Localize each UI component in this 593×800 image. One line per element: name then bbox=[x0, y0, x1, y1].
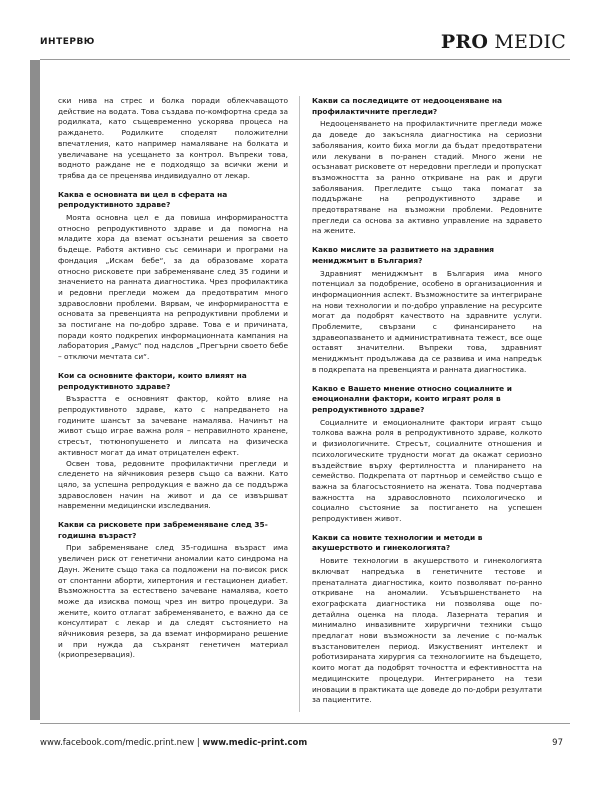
answer-paragraph: Социалните и емоционалните фактори играят също толкова важна роля в репродуктивното здраве, колкото и физиологичните. Стресът, социалните отношения и психологическите трудности могат да окажат сериозно въздействие върху фертилността и планирането на семейство. Подкрепата от партньор и семейство също е важна за благосъстоянието на жената. Това подчертава важността на здравословното психологическо и социално състояние за постигането на успешен репродуктивен живот. bbox=[312, 417, 542, 524]
answer-paragraph: Възрастта е основният фактор, който влияе на репродуктивното здраве, като с напредването на годините шансът за зачеване намалява. Начинът на живот също играе важна роля – неправилното хранене, стресът, тютюнопушенето и липсата на физическа активност могат да имат отрицателен ефект. bbox=[58, 394, 288, 457]
question-heading: Какво мислите за развитието на здравния мениджмънт в България? bbox=[312, 245, 495, 265]
question-heading: Каква е основната ви цел в сферата на репродуктивното здраве? bbox=[58, 189, 228, 210]
question-heading: Какви са рисковете при забременяване след 35-годишна възраст? bbox=[58, 520, 268, 540]
question-heading: Кои са основните фактори, които влияят на репродуктивното здраве? bbox=[58, 370, 247, 391]
answer-paragraph: При забременяване след 35-годишна възраст има увеличен риск от генетични аномалии като синдрома на Даун. Жените също така са подложени на по-висок риск от спонтанни аборти, хипертония и гестационен диабет. Възможността за естествено зачеване намалява, което може да изисква помощ чрез ин витро процедури. За жените, които отлагат забременяването, е важно да се консултират с лекар и да следят състоянието на яйчниковия резерв, за да вземат информирано решение и при нужда да съхранят генетичен материал (криопрезервация). bbox=[58, 543, 288, 660]
article-body bbox=[58, 96, 548, 716]
section-label: ИНТЕРВЮ bbox=[40, 37, 95, 47]
question-heading: Какви са последиците от недооценяване на профилактичните прегледи? bbox=[312, 96, 503, 116]
answer-paragraph: Освен това, редовните профилактични прегледи и следенето на яйчниковия резерв също са важни. Като цяло, за успешна репродукция е важно да се поддържа здравословен начин на живот и да се извършват навременни медицински изследвания. bbox=[58, 458, 288, 511]
left-column bbox=[58, 96, 288, 661]
logo-medic: MEDIC bbox=[494, 31, 566, 53]
right-column bbox=[312, 96, 542, 706]
answer-paragraph: Здравният мениджмънт в България има много потенциал за подобрение, особено в организационния и информационния аспект. Възможностите за интегриране на нови технологии и по-добро управление на ресурсите могат да подобрят качеството на здравните услуги. Проблемите, свързани с финансирането на здравеопазването и административната тежест, все още оставят значителни. Въпреки това, здравният мениджмънт продължава да се развива и има напредък в подкрепата на превенцията и ранната диагностика. bbox=[312, 268, 542, 374]
answer-paragraph: Недооценяването на профилактичните прегледи може да доведе до закъсняла диагностика на сериозни заболявания, които биха могли да бъдат предотвратени или лекувани в по-ранен стадий. Много жени не осъзнават рисковете от нередовни прегледи и пропускат възможността за ранно откриване на рак и други заболявания. Прегледите също така помагат за поддържане на репродуктивното здраве и предотвратяване на възможни проблеми. Редовните прегледи са основа за активно управление на здравето на жените. bbox=[312, 119, 542, 236]
question-heading: Какво е Вашето мнение относно социалните и емоционални фактори, които играят роля в репродуктивното здраве? bbox=[312, 383, 512, 414]
left-margin-bar bbox=[30, 60, 40, 720]
footer-links bbox=[40, 738, 307, 748]
website-link[interactable]: www.medic-print.com bbox=[202, 738, 308, 748]
page-header bbox=[40, 0, 570, 58]
answer-paragraph: ски нива на стрес и болка поради облекчаващото действие на водата. Това създава по-комфортна среда за родилката, като същевременно ускорява процеса на раждането. Родилките споделят положителни впечатления, като например намаляване на болката и увеличаване на усещането за контрол. Въпреки това, водното раждане не е подходящо за всички жени и трябва да се преценява индивидуално от лекар. bbox=[58, 96, 288, 180]
footer-divider bbox=[40, 723, 570, 724]
header-divider bbox=[40, 59, 570, 60]
answer-paragraph: Новите технологии в акушерството и гинекологията включват напредъка в генетичните тестове и пренаталната диагностика, които позволяват по-ранно откриване на аномалии. Усъвършенстването на ехографската диагностика ни позволява още по-детайлна оценка на плода. Лазерната терапия и минимално инвазивните хирургични техники също предлагат нови възможности за лечение с по-малък възстановителен период. Изкуственият интелект и роботизираната хирургия са технологиите на бъдещето, които могат да подобрят точността и ефективността на медицинските процедури. Интегрирането на тези иновации в практиката ще доведе до по-добри резултати за пациентите. bbox=[312, 556, 542, 705]
answer-paragraph: Моята основна цел е да повиша информираността относно репродуктивното здраве и да помогна на младите хора да вземат осъзнати решения за своето бъдеще. Работя активно със семинари и програми на фондация „Искам бебе“, за да образоваме хората относно рисковете при забременяване след 35 години и значението на ранната диагностика. Чрез профилактика и редовни прегледи можем да предотвратим много здравословни проблеми. Вярвам, че информираността е основата за превенцията на репродуктивни проблеми и за постигане на по-добро здраве. Това е и причината, поради която подкрепих информационната кампания на лаборатория „Рамус“ под надслов „Прегърни своето бебе – отключи мечтата си“. bbox=[58, 213, 288, 362]
facebook-link[interactable]: www.facebook.com/medic.print.new | bbox=[40, 738, 203, 748]
question-heading: Какви са новите технологии и методи в акушерството и гинекологията? bbox=[312, 532, 483, 553]
logo-pro: PRO bbox=[440, 31, 489, 53]
magazine-logo bbox=[441, 31, 566, 53]
page-number: 97 bbox=[552, 738, 563, 748]
column-divider bbox=[299, 96, 300, 712]
